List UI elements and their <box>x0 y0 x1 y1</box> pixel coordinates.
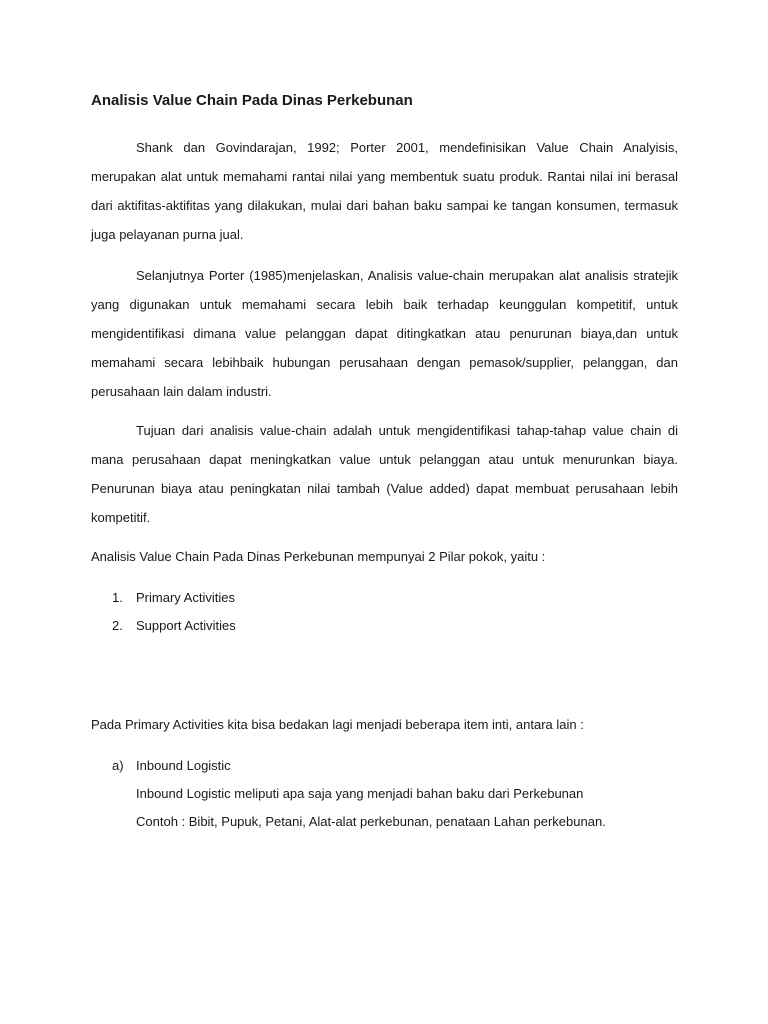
list-label: Primary Activities <box>136 590 235 605</box>
primary-items-list <box>91 752 606 836</box>
list-letter: a) <box>112 758 124 773</box>
list-label: Inbound Logistic <box>136 758 231 773</box>
pillars-list <box>91 584 236 640</box>
pillars-intro: Analisis Value Chain Pada Dinas Perkebunan mempunyai 2 Pilar pokok, yaitu : <box>91 549 546 564</box>
paragraph-definition: Shank dan Govindarajan, 1992; Porter 2001, mendefinisikan Value Chain Analyisis, merupakan alat untuk memahami rantai nilai yang membentuk suatu produk. Rantai nilai ini berasal dari aktifitas-aktifitas yang dilakukan, mulai dari bahan baku sampai ke tangan konsumen, termasuk juga pelayanan purna jual. <box>91 140 678 242</box>
paragraph-porter: Selanjutnya Porter (1985)menjelaskan, Analisis value-chain merupakan alat analisis stratejik yang digunakan untuk memahami secara lebih baik terhadap keunggulan kompetitif, untuk mengidentifikasi dimana value pelanggan dapat ditingkatkan atau penurunan biaya,dan untuk memahami secara lebihbaik hubungan perusahaan dengan pemasok/supplier, pelanggan, dan perusahaan lain dalam industri. <box>91 268 678 399</box>
item-example: Contoh : Bibit, Pupuk, Petani, Alat-alat perkebunan, penataan Lahan perkebunan. <box>136 814 606 829</box>
list-number: 1. <box>112 590 123 605</box>
list-item <box>91 584 236 612</box>
document-title: Analisis Value Chain Pada Dinas Perkebunan <box>91 92 413 109</box>
primary-activities-intro: Pada Primary Activities kita bisa bedakan lagi menjadi beberapa item inti, antara lain : <box>91 717 584 732</box>
item-description: Inbound Logistic meliputi apa saja yang menjadi bahan baku dari Perkebunan <box>136 786 584 801</box>
list-item <box>91 612 236 640</box>
list-number: 2. <box>112 618 123 633</box>
list-label: Support Activities <box>136 618 236 633</box>
paragraph-purpose: Tujuan dari analisis value-chain adalah untuk mengidentifikasi tahap-tahap value chain di mana perusahaan dapat meningkatkan value untuk pelanggan atau untuk menurunkan biaya. Penurunan biaya atau peningkatan nilai tambah (Value added) dapat membuat perusahaan lebih kompetitif. <box>91 423 678 525</box>
list-item <box>91 752 606 780</box>
